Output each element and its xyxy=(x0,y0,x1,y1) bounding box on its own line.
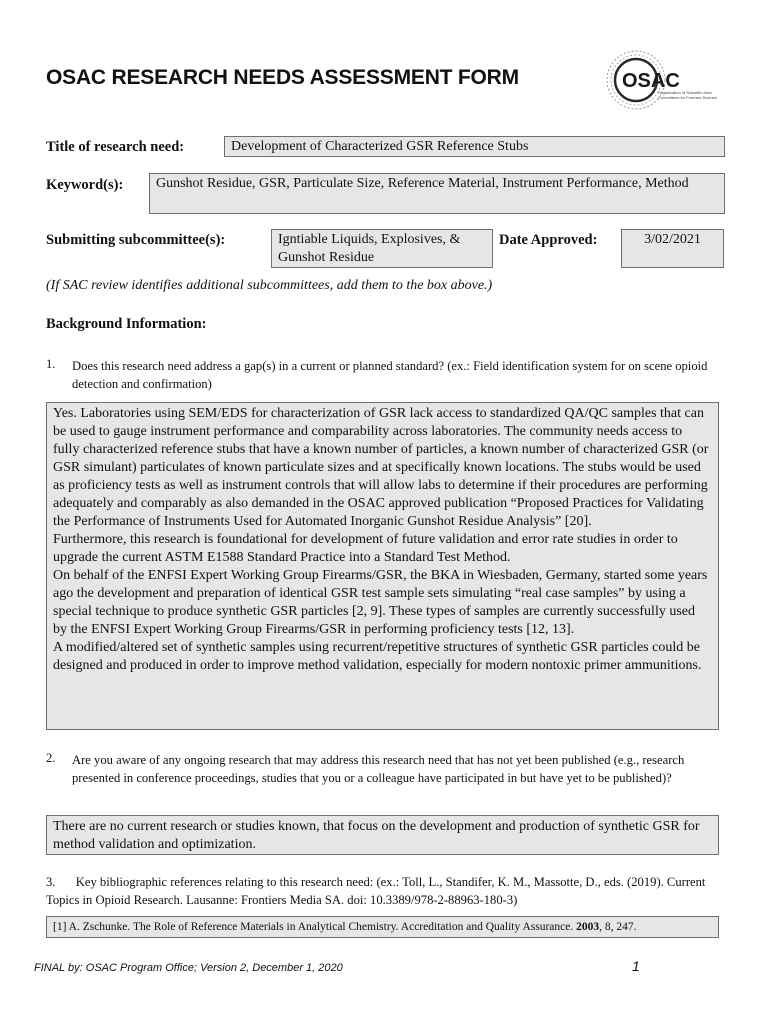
logo-subtext-2: Committees for Forensic Science xyxy=(658,95,717,100)
q3-text: Key bibliographic references relating to this research need: (ex.: Toll, L., Standifer, K. M., Massotte, D., eds. (2019). Current Topics in Opioid Research. Lausanne: Frontiers Media SA. doi: 10.3389/978-2-88963-180-3) xyxy=(46,875,706,907)
q3-answer-box[interactable] xyxy=(46,916,719,938)
subcommittee-label: Submitting subcommittee(s): xyxy=(46,232,226,248)
q3-answer-year: 2003 xyxy=(576,921,600,933)
keywords-label: Keyword(s): xyxy=(46,177,124,193)
keywords-field[interactable]: Gunshot Residue, GSR, Particulate Size, Reference Material, Instrument Performance, Method xyxy=(149,173,725,214)
date-approved-label: Date Approved: xyxy=(499,232,598,248)
logo-subtext-1: Organization of Scientific Area xyxy=(658,90,712,95)
title-field[interactable]: Development of Characterized GSR Reference Stubs xyxy=(224,136,725,157)
background-heading: Background Information: xyxy=(46,316,207,332)
logo-wordmark: OSAC xyxy=(622,70,680,92)
page-number: 1 xyxy=(632,958,640,974)
q2-number: 2. xyxy=(46,751,56,765)
footer-text: FINAL by: OSAC Program Office; Version 2, December 1, 2020 xyxy=(34,962,343,974)
q1-number: 1. xyxy=(46,357,56,371)
q1-answer-paragraph: Furthermore, this research is foundational for development of future validation and error rate studies in order to upgrade the current ASTM E1588 Standard Practice into a Standard Test Method. xyxy=(53,532,678,565)
osac-logo-icon xyxy=(604,48,724,112)
q3-answer-text: [1] A. Zschunke. The Role of Reference Materials in Analytical Chemistry. Accreditation and Quality Assurance. xyxy=(53,921,577,933)
q1-text: Does this research need address a gap(s) in a current or planned standard? (ex.: Field identification system for on scene opioid detection and confirmation) xyxy=(72,359,708,391)
subcommittee-field[interactable]: Igntiable Liquids, Explosives, & Gunshot Residue xyxy=(271,229,493,268)
q3-block xyxy=(46,873,726,909)
page-title: OSAC RESEARCH NEEDS ASSESSMENT FORM xyxy=(46,66,519,89)
title-label: Title of research need: xyxy=(46,139,185,155)
subcommittee-note: (If SAC review identifies additional subcommittees, add them to the box above.) xyxy=(46,278,493,293)
q1-answer-paragraph: Yes. Laboratories using SEM/EDS for characterization of GSR lack access to standardized QA/QC samples that can be used to gauge instrument performance and comparability across laboratories. The community needs access to fully characterized reference stubs that have a known number of particles, a known number of characterized GSR (or GSR simulant) particulates of known particulate sizes and at specifically known locations. The stubs would be used as proficiency tests as well as instrument controls that will allow labs to determine if their procedures are performing adequately and comparably as also demanded in the OSAC approved publication “Proposed Practices for Validating the Performance of Instruments Used for Automated Inorganic Gunshot Residue Analysis” [20]. xyxy=(53,406,709,529)
q2-answer-box[interactable]: There are no current research or studies known, that focus on the development and production of synthetic GSR for method validation and optimization. xyxy=(46,815,719,855)
q1-answer-paragraph: A modified/altered set of synthetic samples using recurrent/repetitive structures of synthetic GSR particles could be designed and produced in order to improve method validation, especially for modern nontoxic primer ammunitions. xyxy=(53,640,702,673)
q2-text: Are you aware of any ongoing research that may address this research need that has not yet been published (e.g., research presented in conference proceedings, studies that you or a colleague have participated in but have yet to be published)? xyxy=(72,753,685,785)
q1-answer-box[interactable] xyxy=(46,402,719,730)
osac-logo xyxy=(604,48,724,112)
q3-number: 3. xyxy=(46,875,56,889)
q3-answer-tail: , 8, 247. xyxy=(599,921,637,933)
q1-answer-paragraph: On behalf of the ENFSI Expert Working Group Firearms/GSR, the BKA in Wiesbaden, Germany, started some years ago the development and preparation of identical GSR test sample sets simulating “real case samples” by using a special technique to produce synthetic GSR particles [2, 9]. These types of samples are currently successfully used by the ENFSI Expert Working Group Firearms/GSR in performing proficiency tests [12, 13]. xyxy=(53,568,708,637)
date-approved-field[interactable]: 3/02/2021 xyxy=(621,229,724,268)
